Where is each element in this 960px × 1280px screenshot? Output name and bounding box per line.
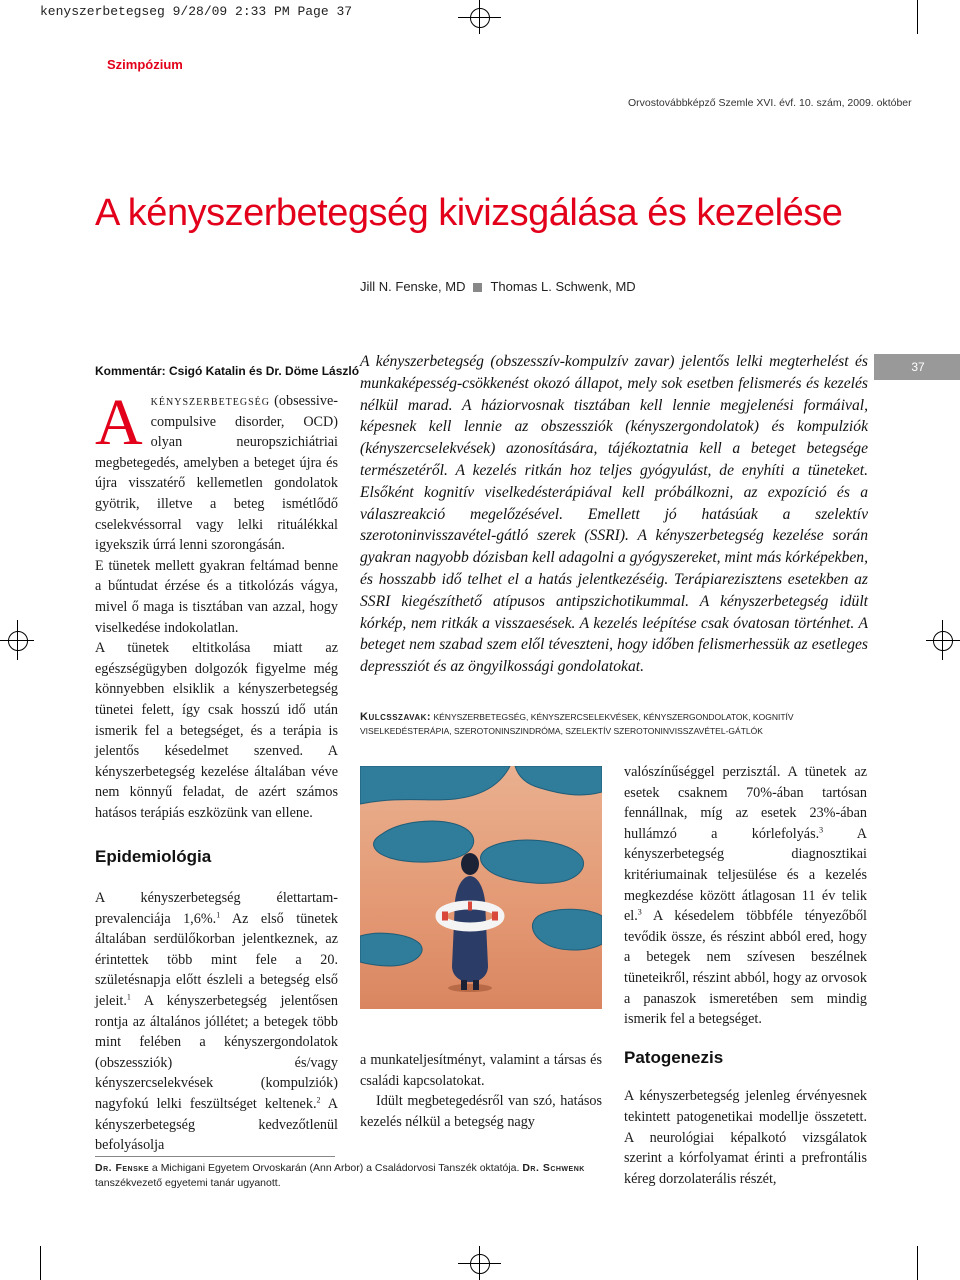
footnote-author-2: Dr. Schwenk — [522, 1162, 585, 1174]
heading-epidemiology: Epidemiológia — [95, 847, 212, 867]
middle-paragraph-1: a munkateljesítményt, valamint a társas és családi kapcsolatokat. — [360, 1052, 602, 1089]
woman-with-life-ring-image — [360, 766, 602, 1009]
abstract: A kényszerbetegség (obszesszív-kompulzív zavar) jelentős lelki megterhelést és munkaképesség-csökkenést okozó állapot, mely sok esetben felismerés és kezelés nélkül marad. A háziorvosnak tisztában kell lennie megjelenési formáival, képesnek kell lennie az obszessziók (kényszergondolatok) és kompulziók (kényszercselekvések) azonosítására, tájékoztatnia kell a beteget betegsége természetéről. A kezelés ritkán hoz teljes gyógyulást, de enyhíti a tüneteket. Elsőként kognitív viselkedésterápiával kell próbálkozni, az expozíció és a válaszreakció megelőzésével. Emellett jó hatásúak a szelektív szerotoninvisszavétel-gátló szerek (SSRI). A kényszerbetegség kezelése során gyakran nagyobb dózisban kell adagolni a gyógyszereket, mint más kórképekben, és hosszabb idő telhet el a hatás jelentkezéséig. Terápiarezisztens esetekben az SSRI kiegészíthető atípusos antipszichotikummal. A kényszerbetegség idült kórkép, nem ritkák a visszaesések. A kezelés leépítése csak óvatosan történhet. A beteget nem szabad szem elől téveszteni, hogy időben felismerhessük az esetleges depressziót és az öngyilkossági gondolatokat. — [360, 353, 868, 676]
right-paragraph-1: valószínűséggel perzisztál. A tünetek az esetek csaknem 70%-ában tartósan fennállnak, míg az esetek 23%-ában hullámzó a kórlefolyás.$^3$ A kényszerbetegség diagnosztikai kritériumainak teljesülése és a kezelés megkezdése között átlagosan 11 év telik el.$^3$ A késedelem többféle tényezőből tevődik össze, és részint abból ered, hogy a betegek nem szívesen beszélnek tüneteikről, részint abból, hogy az orvosok a panaszok ismeretében sem mindig ismerik fel a betegséget. — [624, 764, 867, 1028]
footnote-rule — [95, 1156, 335, 1157]
author-1: Jill N. Fenske, MD — [360, 279, 466, 294]
keywords — [360, 710, 880, 738]
author-2: Thomas L. Schwenk, MD — [490, 279, 636, 294]
author-list — [360, 279, 636, 294]
author-footnote: Dr. Fenske a Michigani Egyetem Orvoskarán (Ann Arbor) a Családorvosi Tanszék oktatója. Dr. Schwenk tanszékvezető egyetemi tanár ugyanott. — [95, 1162, 585, 1189]
middle-column — [360, 1050, 602, 1132]
keywords-text: KÉNYSZERBETEGSÉG, KÉNYSZERCSELEKVÉSEK, KÉNYSZERGONDOLATOK, KOGNITÍV VISELKEDÉSTERÁPIA, SZEROTONINSZINDRÓMA, SZELEKTÍV SZEROTONINVISSZAVÉTEL-GÁTLÓK — [360, 712, 794, 736]
pathogenesis-paragraph: A kényszerbetegség jelenleg érvényesnek tekintett patogenetikai modellje összetett. A neurológiai képalkotó vizsgálatok szerint a kórfolyamat érinti a prefrontális kéreg dorzolaterális részét, — [624, 1088, 867, 1187]
separator-square-icon — [473, 283, 482, 292]
heading-pathogenesis: Patogenezis — [624, 1047, 724, 1067]
page-number-box: 37 — [874, 354, 960, 380]
lead-smallcaps: kényszerbetegség — [150, 393, 271, 409]
article-title: A kényszerbetegség kivizsgálása és kezelése — [95, 192, 843, 234]
drop-cap: A — [95, 386, 143, 459]
intro-text: (obsessive-compulsive disorder, OCD) olyan neuropszichiátriai megbetegedés, amelyben a beteget újra és újra visszatérő kellemetlen gondolatok gyötrik, illetve a beteg ismétlődő cselekvéssorral vagy lelki rituálékkal igyekszik úrrá lenni szorongásán. — [95, 393, 338, 554]
section-label: Szimpózium — [107, 57, 183, 72]
print-header: kenyszerbetegseg 9/28/09 2:33 PM Page 37 — [40, 4, 353, 19]
paragraph-2: E tünetek mellett gyakran feltámad benne a bűntudat érzése és a titkolózás vágya, mivel ő maga is tisztában van azzal, hogy viselkedése indokolatlan. — [95, 557, 338, 636]
journal-info: Orvostovábbképző Szemle XVI. évf. 10. szám, 2009. október — [628, 97, 912, 109]
intro-paragraph — [95, 386, 338, 556]
middle-paragraph-2: Idült megbetegedésről van szó, hatásos kezelés nélkül a betegség nagy — [360, 1093, 602, 1130]
paragraph-3: A tünetek eltitkolása miatt az egészségügyben dolgozók figyelme még könnyebben elsiklik a kényszerbetegség tünetei felett, így csak hosszú idő után ismerik fel a betegséget, és a terápia is jelentős késedelmet szenved. A kényszerbetegség kezelése általában véve nem könnyű feladat, de azért számos hatásos terápiás eszközünk van ellene. — [95, 640, 338, 821]
keywords-label: Kulcsszavak: — [360, 711, 432, 723]
right-column — [624, 762, 867, 1189]
footnote-author-1: Dr. Fenske — [95, 1162, 150, 1174]
left-column — [95, 386, 339, 1156]
commentary-line: Kommentár: Csigó Katalin és Dr. Döme László — [95, 364, 360, 378]
epidemiology-paragraph: A kényszerbetegség élettartam-prevalenciája 1,6%.$^1$ Az első tünetek általában serdülőkorban jelentkeznek, az érintettek több mint fele a 20. születésnapja előtt észleli a betegség első jeleit.$^1$ A kényszerbetegség jelentősen rontja az általános jóllétet; a betegek több mint felében a kényszergondolatok (obszessziók) és/vagy kényszercselekvések (kompulziók) nagyfokú lelki feszültséget keltenek.$^2$ A kényszerbetegség kedvezőtlenül befolyásolja — [95, 890, 339, 1154]
illustration — [360, 766, 602, 1009]
